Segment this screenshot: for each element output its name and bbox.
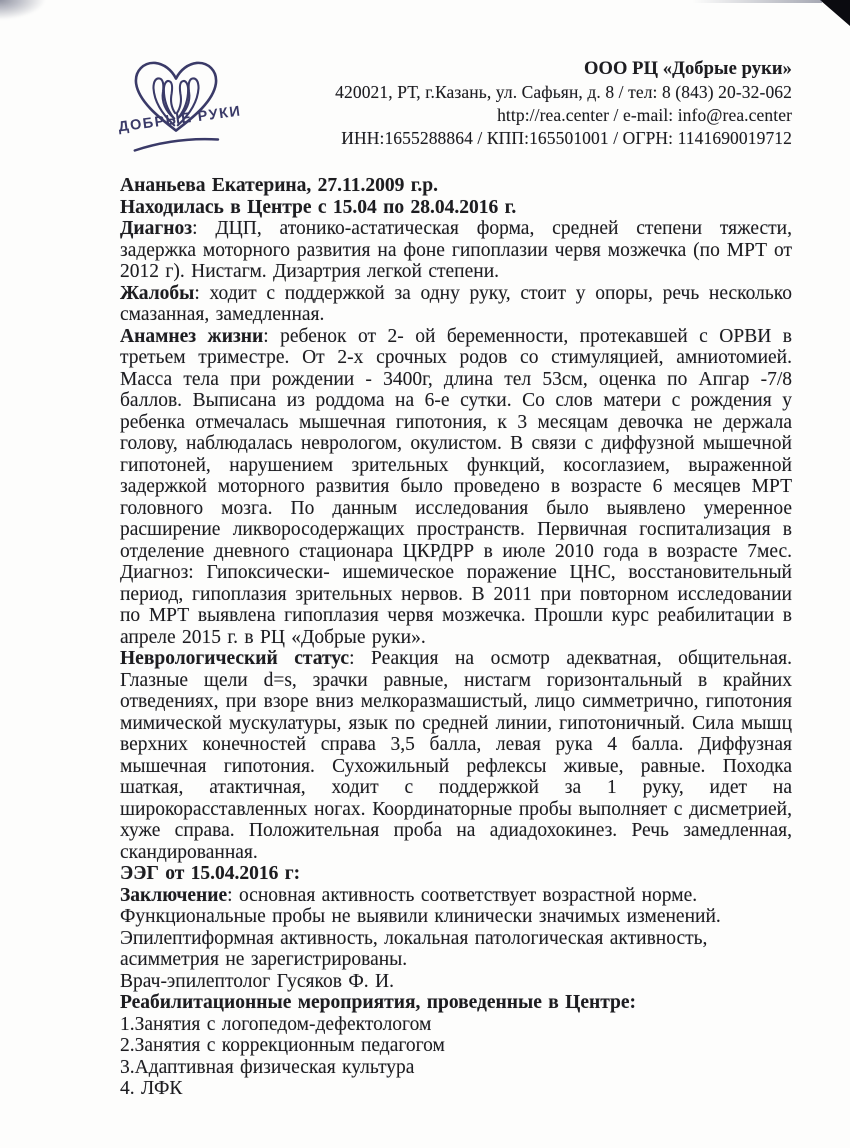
logo-brand-text: ДОБРЫЕ РУКИ xyxy=(117,103,243,136)
neuro-status-paragraph-label: Неврологический статус xyxy=(120,648,350,669)
stay-period-line: Находилась в Центре с 15.04 по 28.04.2016 г. xyxy=(120,196,517,218)
complaints-paragraph-label: Жалобы xyxy=(120,282,195,304)
rehab-item-3: 3.Адаптивная физическая культура xyxy=(120,1056,415,1078)
scan-corner-fold-artifact xyxy=(820,0,850,26)
eeg-heading: ЭЭГ от 15.04.2016 г: xyxy=(120,863,301,884)
diagnosis-paragraph: Диагноз: ДЦП, атонико-астатическая форма, средней степени тяжести, задержка моторного развития на фоне гипоплазии червя мозжечка (по МРТ от 2012 г). Нистагм. Дизартрия легкой степени. xyxy=(120,218,792,282)
company-info-block xyxy=(335,58,792,150)
eeg-functional-tests-line: Функциональные пробы не выявили клинически значимых изменений. xyxy=(120,906,721,927)
company-name: ООО РЦ «Добрые руки» xyxy=(583,59,792,79)
rehab-item-2: 2.Занятия с коррекционным педагогом xyxy=(120,1035,445,1056)
scan-smudge-artifact xyxy=(0,0,46,20)
rehab-item-1: 1.Занятия с логопедом-дефектологом xyxy=(120,1013,432,1035)
scan-edge-shadow xyxy=(692,0,822,3)
company-registration: ИНН:1655288864 / КПП:165501001 / ОГРН: 1141690019712 xyxy=(341,128,792,148)
neuro-status-paragraph: Неврологический статус: Реакция на осмотр адекватная, общительная. Глазные щели d=s, зрачки равные, нистагм горизонтальный в крайних отведениях, при взоре вниз мелкоразмашистый, лицо симметрично, гипотония мимической мускулатуры, язык по средней линии, гипотоничный. Сила мышц верхних конечностей справа 3,5 балла, левая рука 4 балла. Диффузная мышечная гипотония. Сухожильный рефлексы живые, равные. Походка шаткая, атактичная, ходит с поддержкой за 1 руку, идет на широкорасставленных ногах. Координаторные пробы выполняет с дисметрией, хуже справа. Положительная проба на адиадохокинез. Речь замедленная, скандированная. xyxy=(120,648,792,863)
eeg-conclusion-line-label: Заключение xyxy=(120,884,228,906)
rehab-heading: Реабилитационные мероприятия, проведенные в Центре: xyxy=(120,992,637,1013)
complaints-paragraph: Жалобы: ходит с поддержкой за одну руку, стоит у опоры, речь несколько смазанная, замедленная. xyxy=(120,282,792,325)
company-web-email: http://rea.center / e-mail: info@rea.center xyxy=(497,105,792,125)
rehab-item-4: 4. ЛФК xyxy=(120,1078,183,1099)
eeg-epileptiform-line-2: асимметрия не зарегистрированы. xyxy=(120,949,408,970)
patient-name-line: Ананьева Екатерина, 27.11.2009 г.р. xyxy=(120,175,438,196)
anamnesis-paragraph-label: Анамнез жизни xyxy=(120,325,264,347)
document-body xyxy=(120,175,792,1100)
company-address-phone: 420021, РТ, г.Казань, ул. Сафьян, д. 8 / тел: 8 (843) 20-32-062 xyxy=(335,82,792,102)
epileptologist-line: Врач-эпилептолог Гусяков Ф. И. xyxy=(120,970,394,992)
eeg-conclusion-line: Заключение: основная активность соответствует возрастной норме. xyxy=(120,884,698,906)
company-logo xyxy=(116,56,243,156)
eeg-epileptiform-line-1: Эпилептиформная активность, локальная патологическая активность, xyxy=(120,927,708,949)
anamnesis-paragraph: Анамнез жизни: ребенок от 2- ой беременности, протекавшей с ОРВИ в третьем триместре. От 2-х срочных родов со стимуляцией, амниотомией. Масса тела при рождении - 3400г, длина тел 53см, оценка по Апгар -7/8 баллов. Выписана из роддома на 6-е сутки. Со слов матери с рождения у ребенка отмечалась мышечная гипотония, к 3 месяцам девочка не держала голову, наблюдалась неврологом, окулистом. В связи с диффузной мышечной гипотоней, нарушением зрительных функций, косоглазием, выраженной задержкой моторного развития было проведено в возрасте 6 месяцев МРТ головного мозга. По данным исследования было выявлено умеренное расширение ликворосодержащих пространств. Первичная госпитализация в отделение дневного стационара ЦКРДРР в июле 2010 года в возрасте 7мес. Диагноз: Гипоксически- ишемическое поражение ЦНС, восстановительный период, гипоплазия зрительных нервов. В 2011 при повторном исследовании по МРТ выявлена гипоплазия червя мозжечка. Прошли курс реабилитации в апреле 2015 г. в РЦ «Добрые руки». xyxy=(120,325,792,648)
diagnosis-paragraph-label: Диагноз xyxy=(120,218,193,239)
